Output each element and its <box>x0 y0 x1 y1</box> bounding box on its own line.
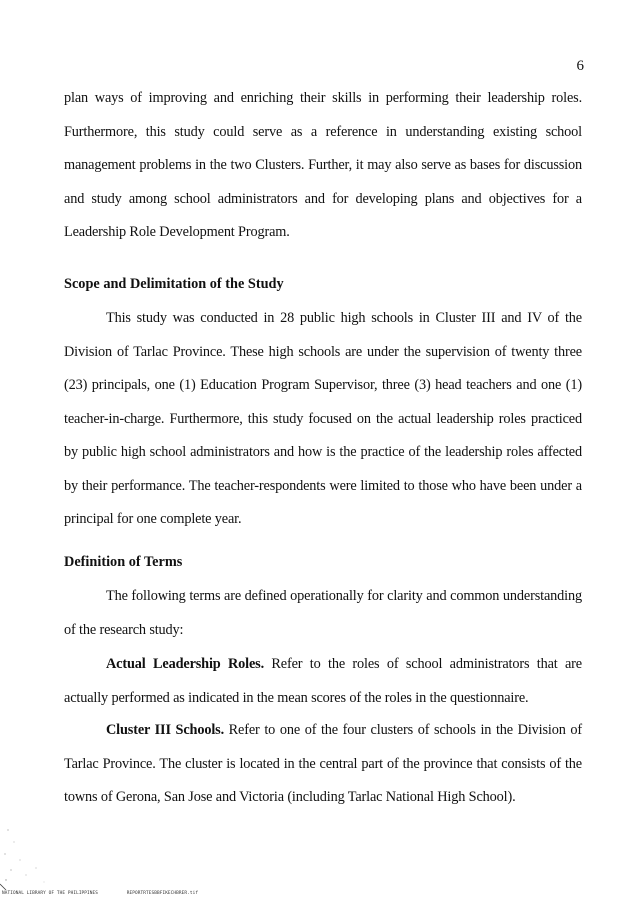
scope-heading: Scope and Delimitation of the Study <box>64 276 284 292</box>
term-label: Cluster III Schools. <box>106 722 224 738</box>
scope-paragraph: This study was conducted in 28 public high schools in Cluster III and IV of the Division of Tarlac Province. These high schools are under the supervision of twenty three (23) principals, one (1) Education Program Supervisor, three (3) head teachers and one (1) teacher-in-charge. Furthermore, this study focused on the actual leadership roles practiced by public high school administrators and how is the practice of the leadership roles affected by their performance. The teacher-respondents were limited to those who have been under a principal for one complete year. <box>64 310 582 527</box>
term-entry-actual-leadership-roles <box>64 648 582 715</box>
term-definition: Refer to the roles of school administrators that are actually performed as indicated in the mean scores of the roles in the questionnaire. <box>64 656 582 706</box>
footer-file-label: REPORTRTESBBFIKECHBRER.tif <box>126 891 199 896</box>
definition-heading: Definition of Terms <box>64 554 183 570</box>
scan-footer <box>2 891 224 896</box>
definition-intro: The following terms are defined operationally for clarity and common understanding of the research study: <box>64 588 582 638</box>
intro-paragraph: plan ways of improving and enriching their skills in performing their leadership roles. Furthermore, this study could serve as a reference in understanding existing school management problems in the two Clusters. Further, it may also serve as bases for discussion and study among school administrators and for developing plans and objectives for a Leadership Role Development Program. <box>64 90 582 240</box>
term-definition: Refer to one of the four clusters of schools in the Division of Tarlac Province. The cluster is located in the central part of the province that consists of the towns of Gerona, San Jose and Victoria (including Tarlac National High School). <box>64 722 582 805</box>
scan-noise-marks <box>0 820 120 900</box>
term-label: Actual Leadership Roles. <box>106 656 265 672</box>
term-entry-cluster-iii-schools <box>64 714 582 815</box>
footer-library-label: NATIONAL LIBRARY OF THE PHILIPPINES <box>2 891 99 896</box>
page-number: 6 <box>576 58 584 74</box>
